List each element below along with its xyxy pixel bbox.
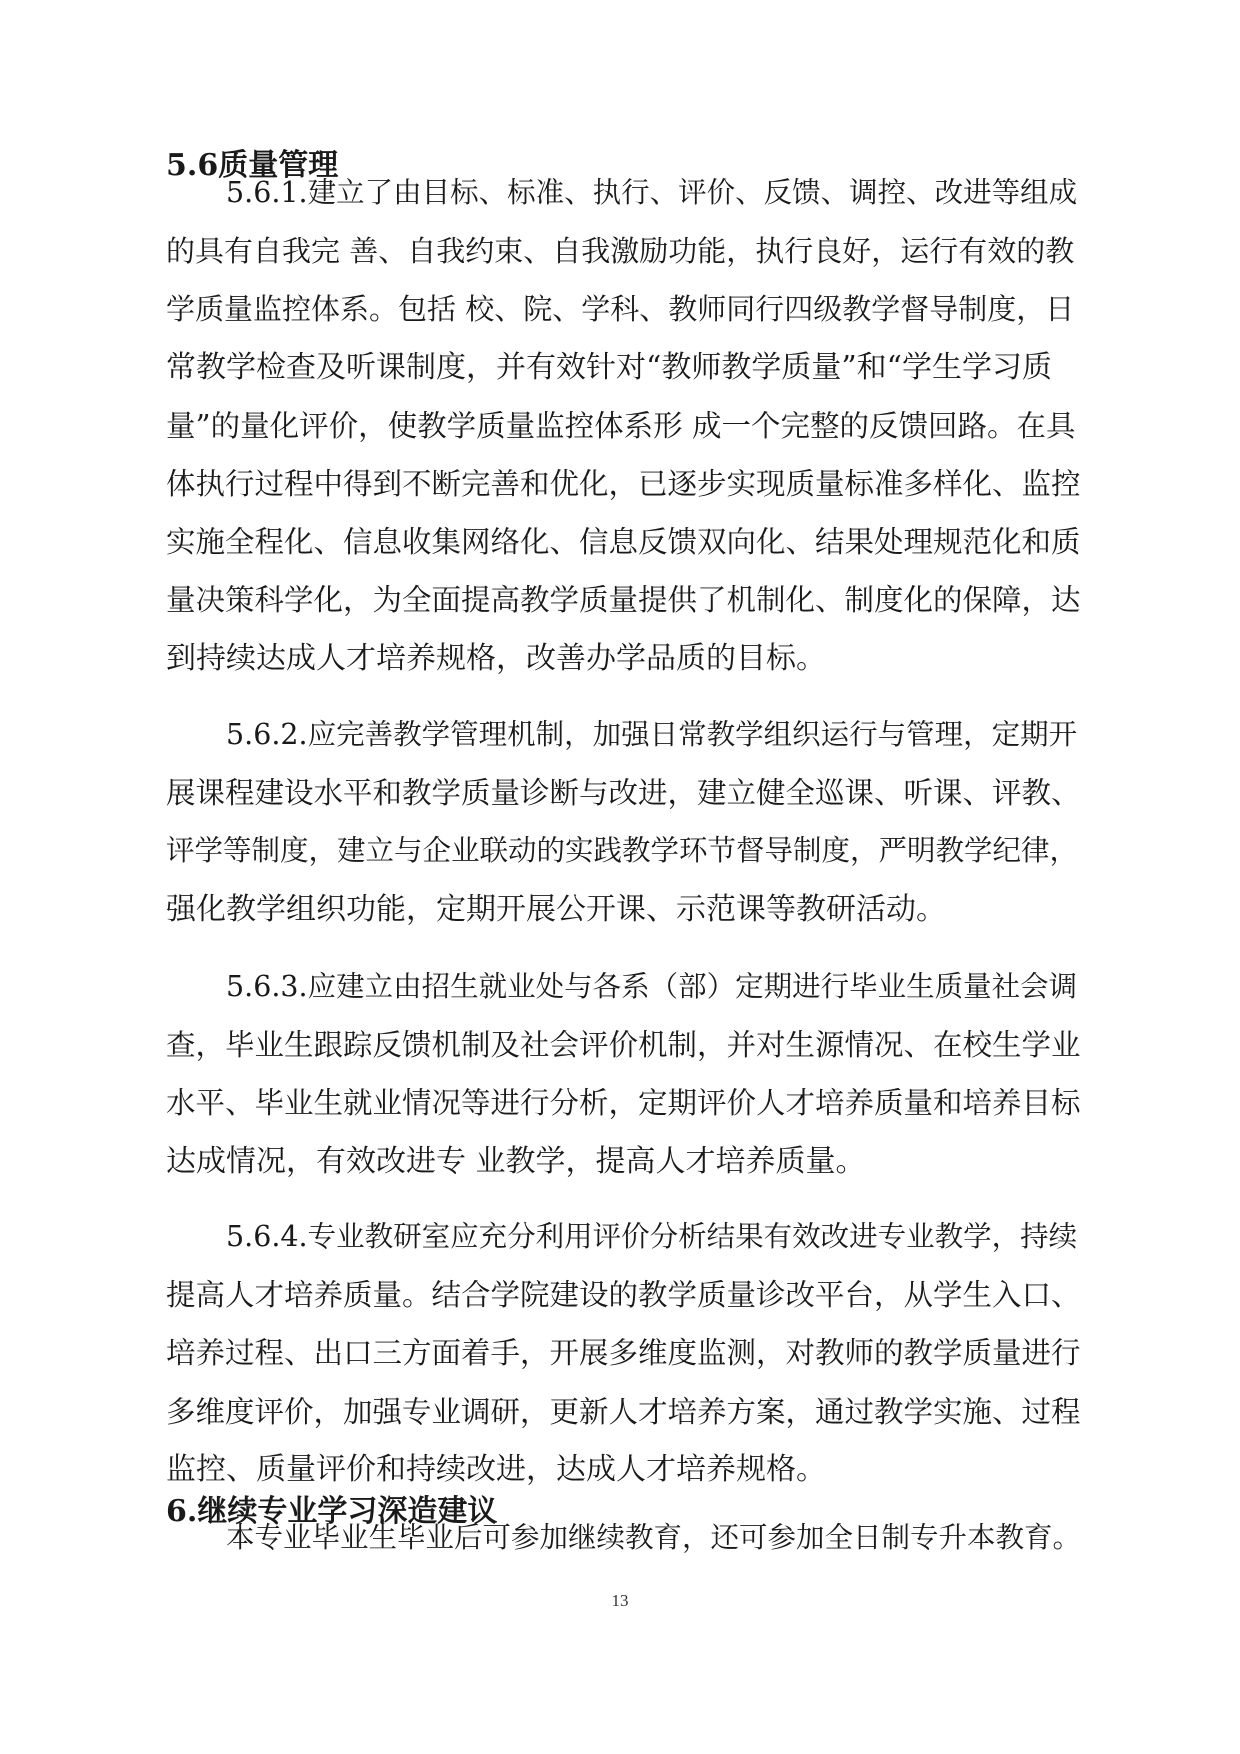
paragraph-line: 量”的量化评价，使教学质量监控体系形 成一个完整的反馈回路。在具 xyxy=(166,408,1076,443)
paragraph-line: 本专业毕业生毕业后可参加继续教育，还可参加全日制专升本教育。 xyxy=(226,1521,1082,1554)
paragraph-line: 监控、质量评价和持续改进，达成人才培养规格。 xyxy=(166,1451,826,1487)
paragraph-5-6-4 xyxy=(166,1208,1086,1499)
paragraph-5-6-1 xyxy=(166,164,1086,688)
paragraph-further-study xyxy=(166,1509,1086,1567)
section-heading-further-study: 6.继续专业学习深造建议 xyxy=(166,1494,498,1529)
paragraph-5-6-2 xyxy=(166,706,1086,939)
section-heading-quality-management: 5.6质量管理 xyxy=(166,148,339,183)
paragraph-line: 实施全程化、信息收集网络化、信息反馈双向化、结果处理规范化和质 xyxy=(166,525,1081,560)
paragraph-line: 5.6.1.建立了由目标、标准、执行、评价、反馈、调控、改进等组成 xyxy=(226,176,1078,209)
paragraph-line: 5.6.4.专业教研室应充分利用评价分析结果有效改进专业教学，持续 xyxy=(226,1220,1078,1253)
paragraph-line: 展课程建设水平和教学质量诊断与改进，建立健全巡课、听课、评教、 xyxy=(166,776,1081,811)
paragraph-line: 到持续达成人才培养规格，改善办学品质的目标。 xyxy=(166,640,826,676)
paragraph-line: 的具有自我完 善、自我约束、自我激励功能，执行良好，运行有效的教 xyxy=(166,234,1075,269)
paragraph-line: 查，毕业生跟踪反馈机制及社会评价机制，并对生源情况、在校生学业 xyxy=(166,1028,1081,1063)
paragraph-line: 强化教学组织功能，定期开展公开课、示范课等教研活动。 xyxy=(166,891,946,927)
paragraph-line: 水平、毕业生就业情况等进行分析，定期评价人才培养质量和培养目标 xyxy=(166,1086,1081,1121)
paragraph-line: 提高人才培养质量。结合学院建设的教学质量诊改平台，从学生入口、 xyxy=(166,1278,1081,1313)
paragraph-line: 多维度评价，加强专业调研，更新人才培养方案，通过教学实施、过程 xyxy=(166,1394,1081,1429)
paragraph-line: 体执行过程中得到不断完善和优化，已逐步实现质量标准多样化、监控 xyxy=(166,466,1081,501)
paragraph-line: 达成情况，有效改进专 业教学，提高人才培养质量。 xyxy=(166,1143,866,1179)
paragraph-line: 常教学检查及听课制度，并有效针对“教师教学质量”和“学生学习质 xyxy=(166,349,1053,385)
paragraph-line: 培养过程、出口三方面着手，开展多维度监测，对教师的教学质量进行 xyxy=(166,1336,1081,1371)
paragraph-line: 5.6.2.应完善教学管理机制，加强日常教学组织运行与管理，定期开 xyxy=(226,718,1078,751)
paragraph-line: 5.6.3.应建立由招生就业处与各系（部）定期进行毕业生质量社会调 xyxy=(226,970,1078,1003)
page-number: 13 xyxy=(611,1591,629,1610)
paragraph-line: 评学等制度，建立与企业联动的实践教学环节督导制度，严明教学纪律， xyxy=(166,834,1079,868)
paragraph-line: 量决策科学化，为全面提高教学质量提供了机制化、制度化的保障，达 xyxy=(166,583,1081,618)
paragraph-5-6-3 xyxy=(166,958,1086,1191)
paragraph-line: 学质量监控体系。包括 校、院、学科、教师同行四级教学督导制度，日 xyxy=(166,292,1075,327)
